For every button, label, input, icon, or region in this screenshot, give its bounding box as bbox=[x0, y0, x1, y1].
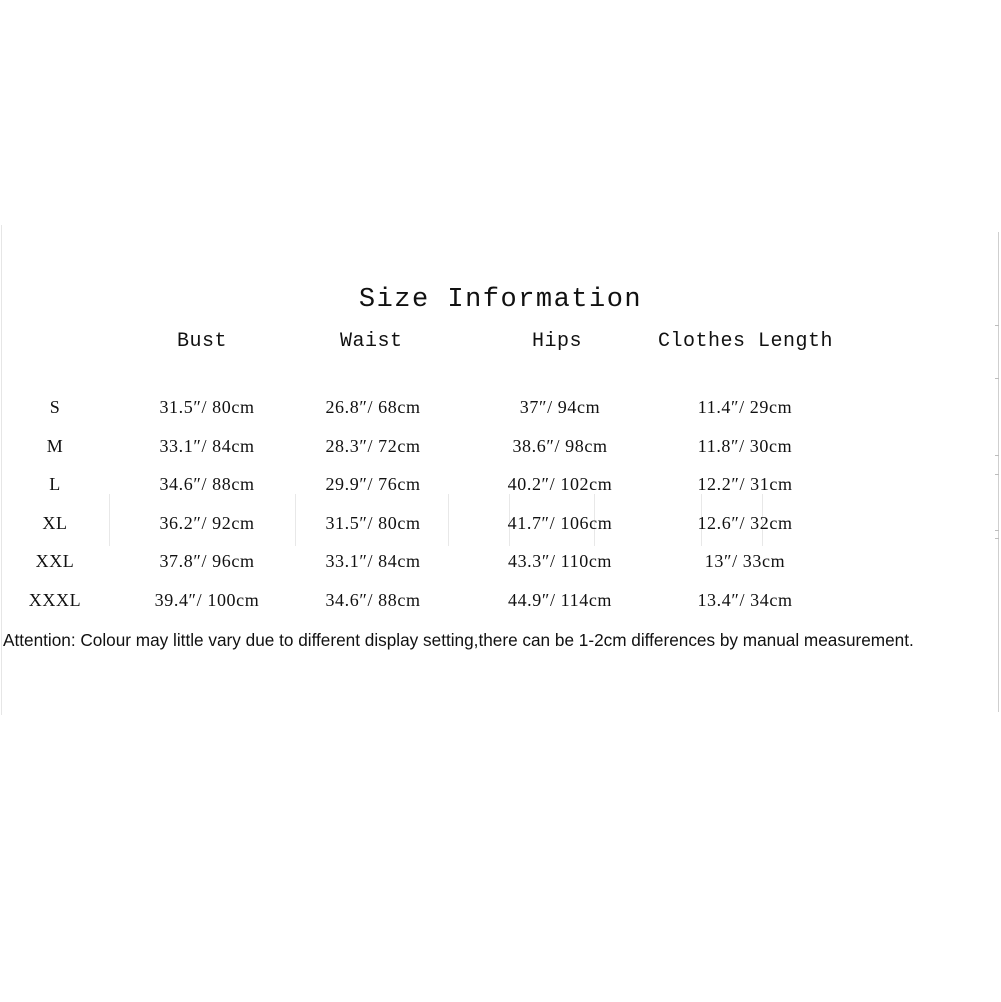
size-chart-title: Size Information bbox=[358, 285, 643, 315]
waist-value: 28.3″/ 72cm bbox=[325, 435, 421, 456]
bust-value: 33.1″/ 84cm bbox=[159, 435, 255, 456]
bust-value: 31.5″/ 80cm bbox=[159, 397, 255, 417]
waist-value: 31.5″/ 80cm bbox=[325, 512, 421, 533]
attention-note: Attention: Colour may little vary due to different display setting,there can be 1-2cm differences by manual measurement. bbox=[3, 630, 914, 650]
header-clothes-length: Clothes Length bbox=[658, 330, 834, 353]
bust-value: 39.4″/ 100cm bbox=[154, 589, 260, 610]
waist-value: 33.1″/ 84cm bbox=[325, 551, 421, 572]
table-row bbox=[0, 470, 1001, 509]
hips-value: 44.9″/ 114cm bbox=[507, 589, 613, 610]
clothes-length-value: 12.6″/ 32cm bbox=[697, 512, 793, 533]
size-table bbox=[0, 393, 1001, 625]
waist-value: 34.6″/ 88cm bbox=[325, 589, 421, 610]
bust-value: 36.2″/ 92cm bbox=[159, 512, 255, 533]
header-waist: Waist bbox=[340, 330, 403, 353]
edge-tick bbox=[995, 325, 999, 326]
clothes-length-value: 12.2″/ 31cm bbox=[697, 474, 793, 495]
size-label: XL bbox=[42, 512, 68, 533]
column-headers bbox=[0, 330, 1001, 360]
hips-value: 37″/ 94cm bbox=[519, 397, 601, 417]
clothes-length-value: 11.8″/ 30cm bbox=[697, 435, 793, 456]
table-row bbox=[0, 509, 1001, 548]
clothes-length-value: 11.4″/ 29cm bbox=[697, 397, 793, 417]
bust-value: 37.8″/ 96cm bbox=[159, 551, 255, 572]
hips-value: 40.2″/ 102cm bbox=[507, 474, 613, 495]
table-row bbox=[0, 432, 1001, 471]
hips-value: 41.7″/ 106cm bbox=[507, 512, 613, 533]
clothes-length-value: 13.4″/ 34cm bbox=[697, 589, 793, 610]
size-label: L bbox=[49, 474, 61, 495]
table-row bbox=[0, 393, 1001, 432]
size-label: XXL bbox=[35, 551, 75, 572]
hips-value: 43.3″/ 110cm bbox=[507, 551, 613, 572]
edge-tick bbox=[995, 378, 999, 379]
table-row bbox=[0, 586, 1001, 625]
table-row bbox=[0, 547, 1001, 586]
size-label: XXXL bbox=[28, 589, 82, 610]
size-label: S bbox=[49, 397, 61, 417]
header-hips: Hips bbox=[532, 330, 583, 353]
waist-value: 26.8″/ 68cm bbox=[325, 397, 421, 417]
header-bust: Bust bbox=[177, 330, 228, 353]
waist-value: 29.9″/ 76cm bbox=[325, 474, 421, 495]
hips-value: 38.6″/ 98cm bbox=[512, 435, 608, 456]
bust-value: 34.6″/ 88cm bbox=[159, 474, 255, 495]
clothes-length-value: 13″/ 33cm bbox=[704, 551, 786, 572]
size-label: M bbox=[46, 435, 64, 456]
